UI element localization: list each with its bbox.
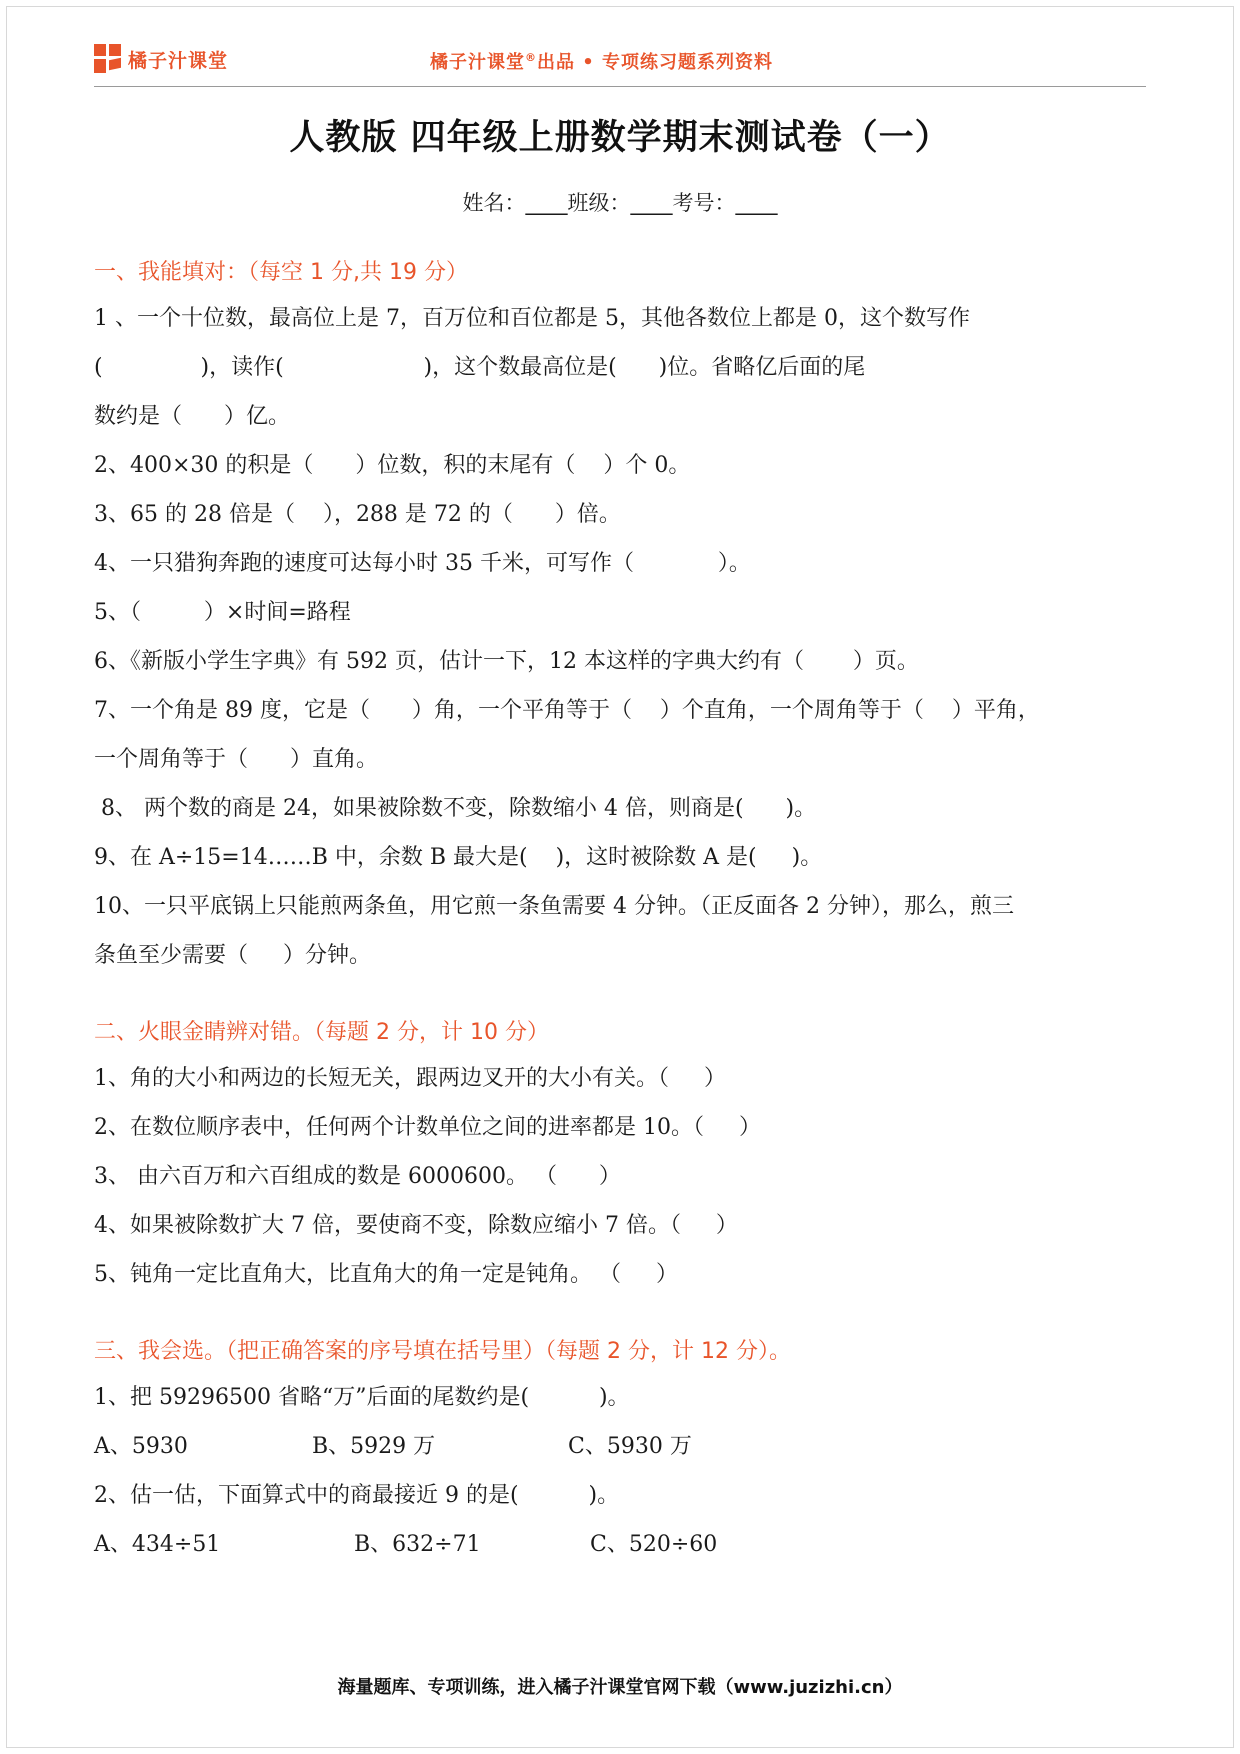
header-tagline bbox=[430, 48, 773, 74]
choice-question-1-options bbox=[94, 1430, 1150, 1479]
question-10-line-2: 条鱼至少需要（ ）分钟。 bbox=[94, 943, 371, 968]
question-4: 4、一只猎狗奔跑的速度可达每小时 35 千米，可写作（ ）。 bbox=[94, 551, 751, 576]
section-heading-true-false: 二、火眼金睛辨对错。（每题 2 分，计 10 分） bbox=[94, 1020, 549, 1045]
question-10-line-1: 10、一只平底锅上只能煎两条鱼，用它煎一条鱼需要 4 分钟。（正反面各 2 分钟），那么，煎三 bbox=[94, 894, 1014, 919]
option-b: B、632÷71 bbox=[354, 1532, 481, 1557]
logo-text: 橘子汁课堂 bbox=[128, 49, 229, 72]
choice-question-2-options bbox=[94, 1528, 1150, 1577]
option-a: A、434÷51 bbox=[94, 1532, 221, 1557]
tf-question-4: 4、如果被除数扩大 7 倍，要使商不变，除数应缩小 7 倍。（ ） bbox=[94, 1213, 738, 1238]
question-8: 8、 两个数的商是 24，如果被除数不变，除数缩小 4 倍，则商是( )。 bbox=[94, 796, 817, 821]
choice-question-2: 2、估一估，下面算式中的商最接近 9 的是( )。 bbox=[94, 1483, 620, 1508]
tagline-brand: 橘子汁课堂 bbox=[430, 52, 525, 73]
question-7-line-2: 一个周角等于（ ）直角。 bbox=[94, 747, 378, 772]
page-footer: 海量题库、专项训练，进入橘子汁课堂官网下载（www.juzizhi.cn） bbox=[337, 1677, 903, 1698]
question-9: 9、在 A÷15=14……B 中，余数 B 最大是( )，这时被除数 A 是( )。 bbox=[94, 845, 823, 870]
registered-mark: ® bbox=[525, 51, 537, 64]
question-1-line-2: ( )，读作( )，这个数最高位是( )位。省略亿后面的尾 bbox=[94, 355, 866, 380]
section-heading-fill-in: 一、我能填对：（每空 1 分,共 19 分） bbox=[94, 260, 468, 285]
tf-question-5: 5、钝角一定比直角大，比直角大的角一定是钝角。 （ ） bbox=[94, 1262, 678, 1287]
tf-question-1: 1、角的大小和两边的长短无关，跟两边叉开的大小有关。（ ） bbox=[94, 1066, 726, 1091]
question-6: 6、《新版小学生字典》有 592 页，估计一下，12 本这样的字典大约有（ ）页。 bbox=[94, 649, 919, 674]
option-c: C、520÷60 bbox=[590, 1532, 718, 1557]
page-header bbox=[94, 40, 1146, 87]
option-a: A、5930 bbox=[94, 1434, 188, 1459]
tf-question-3: 3、 由六百万和六百组成的数是 6000600。 （ ） bbox=[94, 1164, 621, 1189]
exam-content bbox=[94, 256, 1150, 1577]
option-b: B、5929 万 bbox=[312, 1434, 436, 1459]
question-3: 3、65 的 28 倍是（ ），288 是 72 的（ ）倍。 bbox=[94, 502, 621, 527]
question-1-line-3: 数约是（ ）亿。 bbox=[94, 404, 290, 429]
tf-question-2: 2、在数位顺序表中，任何两个计数单位之间的进率都是 10。（ ） bbox=[94, 1115, 761, 1140]
logo-icon bbox=[94, 44, 122, 74]
question-1-line-1: 1 、一个十位数，最高位上是 7，百万位和百位都是 5，其他各数位上都是 0，这个数写作 bbox=[94, 306, 970, 331]
logo bbox=[94, 44, 228, 74]
option-c: C、5930 万 bbox=[568, 1434, 692, 1459]
section-heading-multiple-choice: 三、我会选。（把正确答案的序号填在括号里）（每题 2 分，计 12 分）。 bbox=[94, 1339, 791, 1364]
tagline-series: 出品 • 专项练习题系列资料 bbox=[537, 52, 774, 73]
student-info: 姓名：____班级：____考号：____ bbox=[462, 191, 778, 215]
page-title: 人教版 四年级上册数学期末测试卷（一） bbox=[289, 118, 951, 158]
question-2: 2、400×30 的积是（ ）位数，积的末尾有（ ）个 0。 bbox=[94, 453, 691, 478]
choice-question-1: 1、把 59296500 省略“万”后面的尾数约是( )。 bbox=[94, 1385, 630, 1410]
question-5: 5、（ ）×时间=路程 bbox=[94, 600, 351, 625]
question-7-line-1: 7、一个角是 89 度，它是（ ）角，一个平角等于（ ）个直角，一个周角等于（ ）平角， bbox=[94, 698, 1040, 723]
